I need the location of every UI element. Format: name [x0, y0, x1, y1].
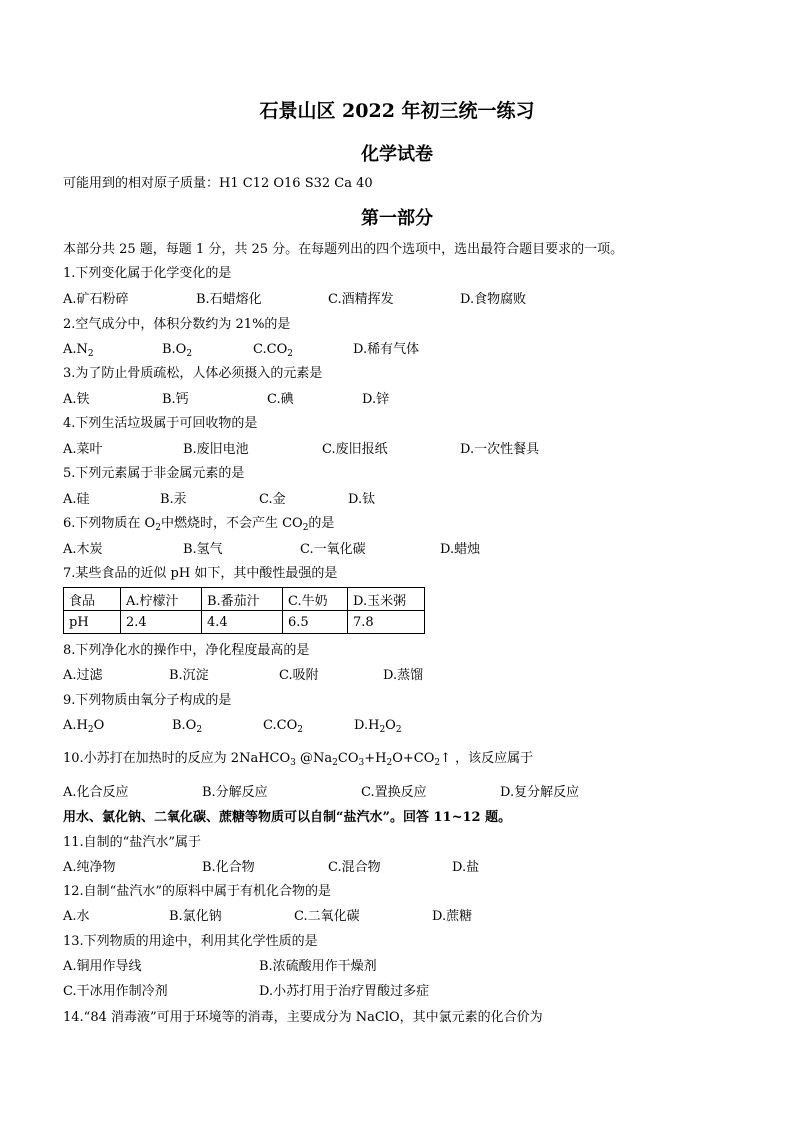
option-c: $C.CO_2$	[263, 718, 303, 735]
option-d: D.盐	[452, 860, 480, 875]
option-b: $B.O_2$	[172, 718, 203, 735]
table-cell: A.柠檬汁	[121, 588, 202, 611]
section-title: 第一部分	[361, 208, 433, 229]
option-d: D.蔗糖	[432, 909, 473, 924]
option-a: A.化合反应	[63, 785, 129, 800]
question-12-stem: 12.自制“盐汽水”的原料中属于有机化合物的是	[63, 884, 331, 899]
table-cell: 6.5	[283, 611, 348, 634]
option-a: A.硅	[63, 492, 90, 507]
option-b: B.钙	[162, 392, 189, 407]
atomic-masses: 可能用到的相对原子质量：H1 C12 O16 S32 Ca 40	[63, 176, 373, 191]
table-cell: 食品	[64, 588, 121, 611]
option-b: B.浓硫酸用作干燥剂	[259, 959, 377, 974]
question-9-options	[63, 718, 743, 734]
question-9-stem: 9.下列物质由氧分子构成的是	[63, 693, 232, 708]
option-c: C.吸附	[279, 668, 319, 683]
table-cell: B.番茄汁	[202, 588, 283, 611]
option-c: C.酒精挥发	[328, 292, 394, 307]
question-13-stem: 13.下列物质的用途中，利用其化学性质的是	[63, 934, 318, 949]
table-row	[64, 611, 425, 634]
option-a: A.铜用作导线	[63, 959, 142, 974]
option-d: D.复分解反应	[500, 785, 580, 800]
option-a: A.过滤	[63, 668, 103, 683]
question-1-options	[63, 292, 743, 308]
question-12-options	[63, 909, 743, 925]
question-13-options-row-2	[63, 984, 743, 1000]
question-6-options	[63, 542, 743, 558]
question-7-stem: 7.某些食品的近似 pH 如下，其中酸性最强的是	[63, 566, 338, 581]
option-c: C.置换反应	[361, 785, 427, 800]
question-13-options-row-1	[63, 959, 743, 975]
question-3-stem: 3.为了防止骨质疏松，人体必须摄入的元素是	[63, 366, 323, 381]
section-instructions: 本部分共 25 题，每题 1 分，共 25 分。在每题列出的四个选项中，选出最符合题目要求的一项。	[63, 242, 624, 257]
question-11-stem: 11.自制的“盐汽水”属于	[63, 835, 201, 850]
question-10-stem: 10.小苏打在加热时的反应为 2NaHCO$_3$ $@Na_2CO_3+H_2O+CO_2↑$ ，该反应属于	[63, 751, 534, 768]
option-a: A.铁	[63, 392, 90, 407]
question-4-stem: 4.下列生活垃圾属于可回收物的是	[63, 416, 258, 431]
question-5-options	[63, 492, 743, 508]
option-c: C.二氧化碳	[294, 909, 360, 924]
table-cell: 4.4	[202, 611, 283, 634]
ph-table	[63, 587, 425, 634]
option-a: A.木炭	[63, 542, 103, 557]
option-d: D.蜡烛	[440, 542, 481, 557]
option-b: B.氢气	[183, 542, 223, 557]
question-8-stem: 8.下列净化水的操作中，净化程度最高的是	[63, 643, 310, 658]
question-11-options	[63, 860, 743, 876]
option-a: A.水	[63, 909, 90, 924]
question-1-stem: 1.下列变化属于化学变化的是	[63, 266, 232, 281]
option-b: B.废旧电池	[183, 442, 249, 457]
question-8-options	[63, 668, 743, 684]
option-c: $C.CO_2$	[253, 342, 293, 359]
table-cell: pH	[64, 611, 121, 634]
table-cell: 7.8	[348, 611, 425, 634]
option-b: B.沉淀	[169, 668, 209, 683]
subject-title: 化学试卷	[361, 144, 433, 165]
exam-title: 石景山区 2022 年初三统一练习	[259, 100, 535, 122]
table-cell: 2.4	[121, 611, 202, 634]
option-d: D.钛	[348, 492, 376, 507]
option-a: A.纯净物	[63, 860, 116, 875]
table-row	[64, 588, 425, 611]
option-b: B.石蜡熔化	[196, 292, 262, 307]
option-d: D.小苏打用于治疗胃酸过多症	[259, 984, 430, 999]
question-2-options	[63, 342, 743, 358]
option-a: $A.N_2$	[63, 342, 94, 359]
option-d: D.稀有气体	[353, 342, 420, 357]
option-a: $A.H_2O$	[63, 718, 105, 735]
option-c: C.废旧报纸	[322, 442, 388, 457]
option-d: D.一次性餐具	[460, 442, 540, 457]
material-note: 用水、氯化钠、二氧化碳、蔗糖等物质可以自制“盐汽水”。回答 11~12 题。	[63, 810, 512, 825]
option-c: C.金	[259, 492, 286, 507]
table-cell: D.玉米粥	[348, 588, 425, 611]
option-b: B.氯化钠	[169, 909, 222, 924]
option-a: A.矿石粉碎	[63, 292, 129, 307]
option-d: D.锌	[362, 392, 390, 407]
option-d: D.食物腐败	[460, 292, 527, 307]
question-4-options	[63, 442, 743, 458]
option-b: B.汞	[160, 492, 187, 507]
question-14-stem: 14.“84 消毒液”可用于环境等的消毒，主要成分为 NaClO，其中氯元素的化合价为	[63, 1010, 543, 1025]
option-c: C.碘	[267, 392, 294, 407]
option-c: C.混合物	[328, 860, 381, 875]
question-6-stem: 6.下列物质在 $O_2$中燃烧时，不会产生 $CO_2$的是	[63, 516, 335, 533]
question-10-options	[63, 785, 743, 801]
table-cell: C.牛奶	[283, 588, 348, 611]
question-2-stem: 2.空气成分中，体积分数约为 21%的是	[63, 317, 291, 332]
question-3-options	[63, 392, 743, 408]
option-c: C.一氧化碳	[300, 542, 366, 557]
question-5-stem: 5.下列元素属于非金属元素的是	[63, 466, 245, 481]
option-b: B.化合物	[202, 860, 255, 875]
option-a: A.菜叶	[63, 442, 103, 457]
option-d: $D.H_2O_2$	[354, 718, 402, 735]
option-b: B.分解反应	[202, 785, 268, 800]
option-d: D.蒸馏	[383, 668, 424, 683]
option-c: C.干冰用作制冷剂	[63, 984, 168, 999]
option-b: $B.O_2$	[162, 342, 193, 359]
